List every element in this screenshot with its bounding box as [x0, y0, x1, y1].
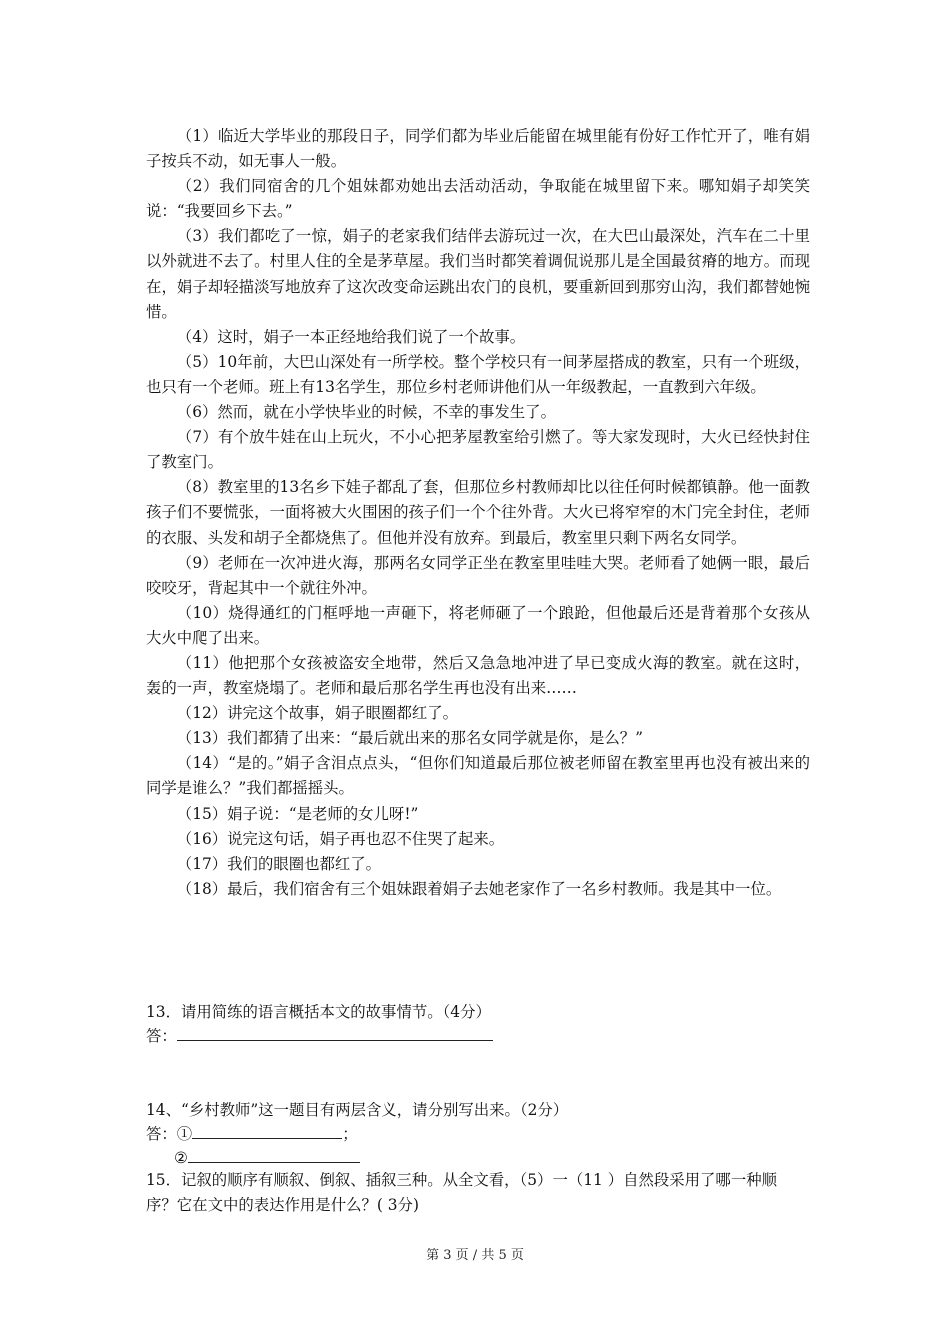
question-14-answer-1	[146, 1122, 810, 1147]
answer-label-2: ②	[174, 1149, 188, 1167]
paragraph-6: （6）然而，就在小学快毕业的时候，不幸的事发生了。	[176, 403, 556, 422]
paragraph-7: （7）有个放牛娃在山上玩火，不小心把茅屋教室给引燃了。等大家发现时，大火已经快封住了教室门。	[146, 428, 810, 472]
paragraph-8: （8）教室里的13名乡下娃子都乱了套，但那位乡村教师却比以往任何时候都镇静。他一面教孩子们不要慌张，一面将被大火围困的孩子们一个个往外背。大火已将窄窄的木门完全封住，老师的衣服、头发和胡子全都烧焦了。但他并没有放弃。到最后，教室里只剩下两名女同学。	[146, 478, 810, 547]
paragraph-3: （3）我们都吃了一惊，娟子的老家我们结伴去游玩过一次，在大巴山最深处，汽车在二十里以外就进不去了。村里人住的全是茅草屋。我们当时都笑着调侃说那儿是全国最贫瘠的地方。而现在，娟子却轻描淡写地放弃了这次改变命运跳出农门的良机，要重新回到那穷山沟，我们都替她惋惜。	[146, 227, 810, 321]
answer-blank-14-2[interactable]	[188, 1148, 360, 1163]
page-footer: 第 3 页 / 共 5 页	[426, 1248, 524, 1263]
paragraph-10: （10）烧得通红的门框呼地一声砸下，将老师砸了一个踉跄，但他最后还是背着那个女孩从大火中爬了出来。	[146, 603, 810, 647]
question-13-answer	[146, 1024, 810, 1049]
paragraph-17: （17）我们的眼圈也都红了。	[176, 854, 382, 873]
paragraph-2: （2）我们同宿舍的几个姐妹都劝她出去活动活动，争取能在城里留下来。哪知娟子却笑笑说：“我要回乡下去。”	[146, 177, 810, 221]
separator: ；	[342, 1125, 358, 1143]
paragraph-15: （15）娟子说：“是老师的女儿呀!”	[176, 804, 419, 823]
paragraph-9: （9）老师在一次冲进火海，那两名女同学正坐在教室里哇哇大哭。老师看了她俩一眼，最后咬咬牙，背起其中一个就往外冲。	[146, 553, 810, 597]
answer-blank-13[interactable]	[177, 1026, 493, 1041]
paragraph-14: （14）“是的。”娟子含泪点点头，“但你们知道最后那位被老师留在教室里再也没有被出来的同学是谁么？”我们都摇摇头。	[146, 754, 810, 798]
paragraph-4: （4）这时，娟子一本正经地给我们说了一个故事。	[176, 327, 526, 346]
answer-label: 答：	[146, 1027, 177, 1045]
answer-blank-14-1[interactable]	[192, 1124, 342, 1139]
answer-label: 答：①	[146, 1125, 193, 1143]
paragraph-13: （13）我们都猜了出来：“最后就出来的那名女同学就是你，是么？”	[176, 729, 644, 748]
paragraph-1: （1）临近大学毕业的那段日子，同学们都为毕业后能留在城里能有份好工作忙开了，唯有娟子按兵不动，如无事人一般。	[146, 127, 810, 171]
question-15-line-2: 序？它在文中的表达作用是什么？( 3分)	[146, 1196, 419, 1214]
paragraph-5: （5）10年前，大巴山深处有一所学校。整个学校只有一间茅屋搭成的教室，只有一个班级，也只有一个老师。班上有13名学生，那位乡村老师讲他们从一年级教起，一直教到六年级。	[146, 352, 810, 396]
reading-passage	[146, 124, 810, 902]
question-13: 13．请用简练的语言概括本文的故事情节。（4分）	[146, 1003, 491, 1021]
paragraph-11: （11）他把那个女孩被盗安全地带，然后又急急地冲进了早已变成火海的教室。就在这时，轰的一声，教室烧塌了。老师和最后那名学生再也没有出来……	[146, 653, 810, 698]
question-15-line-1: 15．记叙的顺序有顺叙、倒叙、插叙三种。从全文看，（5）一（11 ）自然段采用了哪一种顺	[146, 1171, 777, 1189]
paragraph-16: （16）说完这句话，娟子再也忍不住哭了起来。	[176, 829, 505, 848]
paragraph-12: （12）讲完这个故事，娟子眼圈都红了。	[176, 704, 459, 723]
question-14: 14、“乡村教师”这一题目有两层含义，请分别写出来。（2分）	[146, 1101, 569, 1119]
paragraph-18: （18）最后，我们宿舍有三个姐妹跟着娟子去她老家作了一名乡村教师。我是其中一位。	[176, 879, 782, 898]
